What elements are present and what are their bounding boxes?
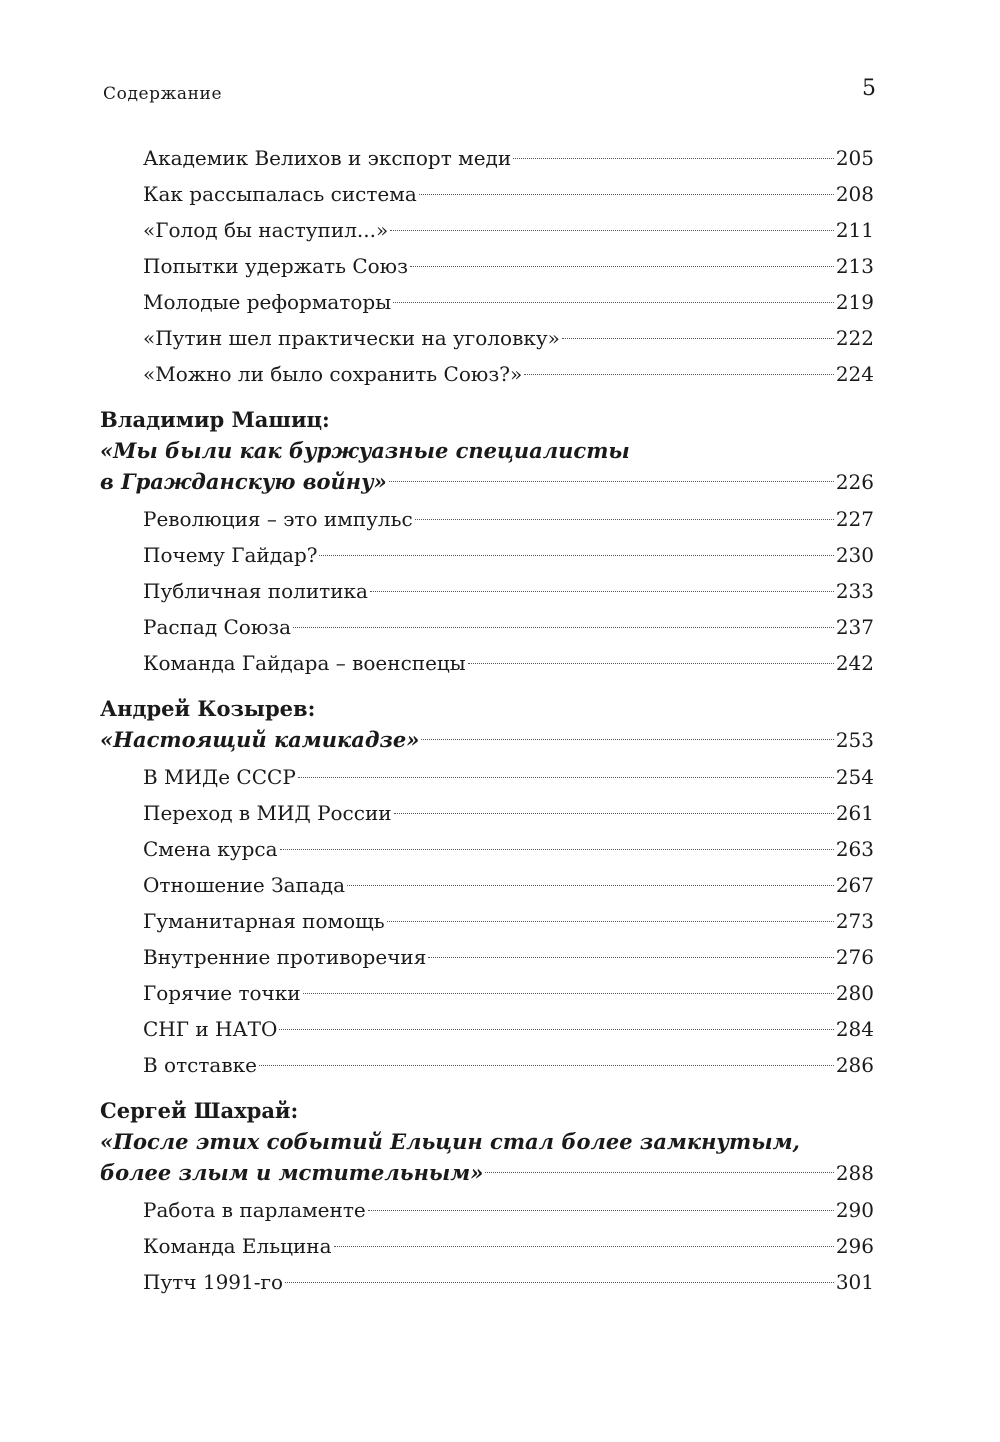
toc-entry [100, 831, 874, 867]
toc-chapter-title-row [100, 724, 874, 755]
toc-entry-title: Отношение Запада [143, 873, 345, 897]
toc-page-number: 254 [835, 765, 874, 789]
toc-page-number: 290 [835, 1198, 874, 1222]
toc-entry-title: Горячие точки [143, 981, 301, 1005]
toc-entry [100, 176, 874, 212]
chapter-title-line: «После этих событий Ельцин стал более замкнутым, [100, 1129, 800, 1154]
toc-entry [100, 501, 874, 537]
toc-entry [100, 975, 874, 1011]
toc-entry-title: Как рассыпалась система [143, 182, 417, 206]
dot-leader [562, 338, 834, 339]
toc-entry [100, 573, 874, 609]
table-of-contents [100, 140, 874, 1300]
toc-page-number: 286 [835, 1053, 874, 1077]
toc-entry [100, 1047, 874, 1083]
toc-entry [100, 795, 874, 831]
toc-entry-title: Смена курса [143, 837, 278, 861]
toc-entry-title: В отставке [143, 1053, 257, 1077]
toc-entry-title: Молодые реформаторы [143, 290, 392, 314]
toc-page-number: 208 [835, 182, 874, 206]
toc-chapter [100, 404, 874, 681]
toc-page-number: 261 [835, 801, 874, 825]
dot-leader [389, 481, 834, 482]
toc-entry [100, 537, 874, 573]
toc-page-number: 230 [835, 543, 874, 567]
dot-leader [419, 194, 834, 195]
toc-page-number: 222 [835, 326, 874, 350]
toc-page-number: 227 [835, 507, 874, 531]
toc-entry [100, 939, 874, 975]
toc-entry [100, 320, 874, 356]
toc-page-number: 242 [835, 651, 874, 675]
toc-entry [100, 903, 874, 939]
toc-entry-title: «Голод бы наступил...» [143, 218, 389, 242]
toc-page-number: 237 [835, 615, 874, 639]
toc-page-number: 284 [835, 1017, 874, 1041]
toc-entry-title: Путч 1991-го [143, 1270, 284, 1294]
toc-page-number: 267 [835, 873, 874, 897]
toc-page-number: 211 [835, 218, 874, 242]
dot-leader [410, 266, 834, 267]
running-head: Содержание [103, 84, 223, 104]
toc-entry-title: В МИДе СССР [143, 765, 296, 789]
dot-leader [285, 1282, 834, 1283]
dot-leader [279, 1029, 833, 1030]
toc-page-number: 296 [835, 1234, 874, 1258]
toc-entry [100, 356, 874, 392]
toc-entry-title: Революция – это импульс [143, 507, 413, 531]
toc-page-number: 219 [835, 290, 874, 314]
dot-leader [298, 777, 834, 778]
dot-leader [368, 1210, 834, 1211]
dot-leader [280, 849, 834, 850]
dot-leader [393, 302, 834, 303]
toc-chapter-title-row [100, 1157, 874, 1188]
toc-chapter [100, 1095, 874, 1300]
dot-leader [428, 957, 833, 958]
toc-entry-title: Внутренние противоречия [143, 945, 427, 969]
toc-entry [100, 645, 874, 681]
toc-entry [100, 140, 874, 176]
chapter-author: Владимир Машиц: [100, 407, 330, 432]
dot-leader [319, 555, 833, 556]
toc-page-number: 288 [835, 1161, 874, 1185]
toc-entry-title: Работа в парламенте [143, 1198, 366, 1222]
toc-entry-title: Публичная политика [143, 579, 368, 603]
dot-leader [259, 1065, 834, 1066]
toc-entry [100, 609, 874, 645]
toc-page-number: 226 [835, 470, 874, 494]
toc-page-number: 213 [835, 254, 874, 278]
dot-leader [390, 230, 834, 231]
toc-chapter-title: более злым и мстительным» [100, 1160, 484, 1185]
toc-entry [100, 212, 874, 248]
dot-leader [347, 885, 834, 886]
dot-leader [513, 158, 834, 159]
toc-entry-title: Команда Ельцина [143, 1234, 332, 1258]
dot-leader [468, 663, 834, 664]
toc-entry [100, 248, 874, 284]
dot-leader [370, 591, 834, 592]
toc-entry-title: «Путин шел практически на уголовку» [143, 326, 560, 350]
dot-leader [293, 627, 834, 628]
toc-page-number: 273 [835, 909, 874, 933]
toc-chapter-title: «Настоящий камикадзе» [100, 727, 420, 752]
toc-page-number: 280 [835, 981, 874, 1005]
toc-page-number: 205 [835, 146, 874, 170]
page-number: 5 [862, 76, 876, 101]
toc-entry [100, 1228, 874, 1264]
toc-page-number: 301 [835, 1270, 874, 1294]
toc-entry-title: Гуманитарная помощь [143, 909, 385, 933]
toc-chapter-title: в Гражданскую войну» [100, 469, 387, 494]
toc-entry-title: Команда Гайдара – военспецы [143, 651, 466, 675]
toc-entry-title: Академик Велихов и экспорт меди [143, 146, 512, 170]
toc-entry [100, 284, 874, 320]
toc-page-number: 253 [835, 728, 874, 752]
toc-entry-title: «Можно ли было сохранить Союз?» [143, 362, 523, 386]
toc-entry [100, 1264, 874, 1300]
toc-entry [100, 759, 874, 795]
dot-leader [394, 813, 834, 814]
dot-leader [524, 374, 834, 375]
dot-leader [334, 1246, 834, 1247]
toc-entry [100, 867, 874, 903]
toc-chapter-title-row [100, 466, 874, 497]
toc-chapter [100, 693, 874, 1083]
toc-entry [100, 1011, 874, 1047]
toc-page-number: 224 [835, 362, 874, 386]
toc-entry-title: Распад Союза [143, 615, 292, 639]
toc-entry-title: Попытки удержать Союз [143, 254, 408, 278]
toc-entry-title: Почему Гайдар? [143, 543, 318, 567]
chapter-author: Андрей Козырев: [100, 696, 316, 721]
toc-page-number: 233 [835, 579, 874, 603]
dot-leader [421, 739, 833, 740]
dot-leader [303, 993, 834, 994]
chapter-title-line: «Мы были как буржуазные специалисты [100, 438, 630, 463]
dot-leader [415, 519, 834, 520]
chapter-author: Сергей Шахрай: [100, 1098, 299, 1123]
toc-entry [100, 1192, 874, 1228]
toc-page-number: 276 [835, 945, 874, 969]
dot-leader [485, 1172, 833, 1173]
dot-leader [387, 921, 834, 922]
toc-page-number: 263 [835, 837, 874, 861]
toc-entry-title: Переход в МИД России [143, 801, 392, 825]
toc-entry-title: СНГ и НАТО [143, 1017, 278, 1041]
